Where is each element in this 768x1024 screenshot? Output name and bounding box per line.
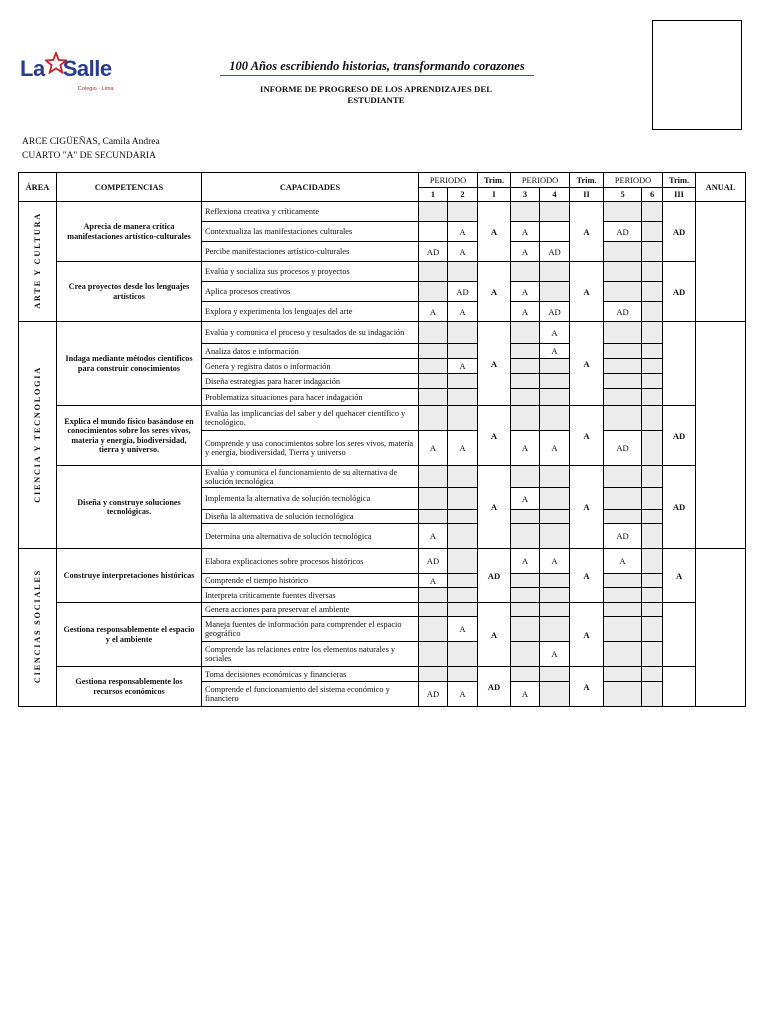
capacity-text: Determina una alternativa de solución tecnológica	[202, 524, 419, 549]
grade-p6	[642, 642, 663, 667]
header-periodo-3: PERIODO	[604, 173, 663, 188]
logo-salle: Salle	[62, 56, 112, 81]
star-icon	[45, 52, 67, 74]
grade-p1	[419, 406, 448, 431]
grade-p1	[419, 222, 448, 242]
grade-p2: A	[448, 431, 478, 466]
grade-p1	[419, 603, 448, 617]
grade-p1	[419, 282, 448, 302]
grade-p5	[604, 603, 642, 617]
grade-p2: A	[448, 242, 478, 262]
capacity-text: Genera acciones para preservar el ambiente	[202, 603, 419, 617]
capacity-text: Genera y registra datos o información	[202, 359, 419, 374]
capacity-text: Analiza datos e información	[202, 344, 419, 359]
competency-name: Gestiona responsablemente los recursos económicos	[57, 667, 202, 707]
grade-p5	[604, 667, 642, 682]
grade-p1	[419, 322, 448, 344]
la-salle-logo	[20, 56, 120, 100]
capacity-text: Comprende las relaciones entre los elementos naturales y sociales	[202, 642, 419, 667]
grade-p6	[642, 667, 663, 682]
grade-p2	[448, 524, 478, 549]
header-trim-3: Trim.	[663, 173, 696, 188]
grade-p4	[540, 617, 570, 642]
grade-p1	[419, 510, 448, 524]
header-competencias: COMPETENCIAS	[57, 173, 202, 202]
grade-p2	[448, 642, 478, 667]
grade-p6	[642, 617, 663, 642]
grade-p6	[642, 282, 663, 302]
header-p3: 3	[511, 188, 540, 202]
logo-la: La	[20, 56, 45, 81]
grade-p2	[448, 374, 478, 389]
student-grade: CUARTO "A" DE SECUNDARIA	[22, 151, 156, 161]
trim3-grade	[663, 603, 696, 667]
table-row	[19, 406, 746, 431]
trim1-grade: A	[478, 202, 511, 262]
grade-p6	[642, 344, 663, 359]
grade-p1	[419, 617, 448, 642]
capacity-text: Maneja fuentes de información para comprender el espacio geográfico	[202, 617, 419, 642]
logo-tagline: Colegio · Lima	[78, 86, 114, 92]
grade-p2	[448, 510, 478, 524]
table-row	[19, 549, 746, 574]
grade-p5: AD	[604, 431, 642, 466]
grade-p4	[540, 262, 570, 282]
grade-p1	[419, 642, 448, 667]
grade-p4	[540, 574, 570, 588]
capacity-text: Implementa la alternativa de solución tecnológica	[202, 488, 419, 510]
grade-p5	[604, 389, 642, 406]
trim2-grade: A	[570, 549, 604, 603]
grade-p4: A	[540, 322, 570, 344]
grade-p3	[511, 262, 540, 282]
grade-p6	[642, 406, 663, 431]
grade-p3	[511, 359, 540, 374]
grade-p4	[540, 488, 570, 510]
grade-p2	[448, 588, 478, 603]
grade-p3	[511, 642, 540, 667]
table-row	[19, 202, 746, 222]
trim3-grade: AD	[663, 262, 696, 322]
grade-p2	[448, 202, 478, 222]
grade-p3	[511, 603, 540, 617]
capacity-text: Contextualiza las manifestaciones culturales	[202, 222, 419, 242]
grade-p1	[419, 667, 448, 682]
competency-name: Aprecia de manera crítica manifestaciones artístico-culturales	[57, 202, 202, 262]
grade-p3	[511, 574, 540, 588]
header-anual: ANUAL	[696, 173, 746, 202]
anual-grade	[696, 549, 746, 707]
capacity-text: Problematiza situaciones para hacer indagación	[202, 389, 419, 406]
grade-p3	[511, 389, 540, 406]
trim1-grade: A	[478, 466, 511, 549]
capacity-text: Diseña la alternativa de solución tecnológica	[202, 510, 419, 524]
grade-p3: A	[511, 549, 540, 574]
grade-p6	[642, 202, 663, 222]
grade-p3	[511, 667, 540, 682]
student-info	[22, 135, 160, 163]
grade-p3	[511, 510, 540, 524]
grade-p2: A	[448, 302, 478, 322]
grade-p5	[604, 359, 642, 374]
grade-p3	[511, 374, 540, 389]
report-title: INFORME DE PROGRESO DE LOS APRENDIZAJES DEL ESTUDIANTE	[259, 84, 493, 105]
grade-p4	[540, 282, 570, 302]
trim2-grade: A	[570, 603, 604, 667]
grade-p6	[642, 524, 663, 549]
grade-p1: A	[419, 524, 448, 549]
grade-p2	[448, 603, 478, 617]
grade-p1: AD	[419, 549, 448, 574]
header-p6: 6	[642, 188, 663, 202]
grade-p6	[642, 302, 663, 322]
grade-p1: A	[419, 574, 448, 588]
motto-underline	[220, 75, 534, 76]
trim2-grade: A	[570, 262, 604, 322]
area-name: CIENCIA Y TECNOLOGIA	[33, 365, 42, 503]
grade-p3: A	[511, 488, 540, 510]
grade-p2: A	[448, 682, 478, 707]
grade-p5	[604, 202, 642, 222]
grade-p5	[604, 406, 642, 431]
grade-p3: A	[511, 302, 540, 322]
header-periodo-2: PERIODO	[511, 173, 570, 188]
grade-p5	[604, 374, 642, 389]
capacity-text: Reflexiona creativa y críticamente	[202, 202, 419, 222]
grade-p4	[540, 406, 570, 431]
motto: 100 Años escribiendo historias, transformando corazones	[229, 59, 525, 73]
grade-p1	[419, 262, 448, 282]
grade-p4	[540, 524, 570, 549]
grade-p5	[604, 574, 642, 588]
capacity-text: Evalúa y socializa sus procesos y proyectos	[202, 262, 419, 282]
grade-p5	[604, 488, 642, 510]
header-p4: 4	[540, 188, 570, 202]
grade-p2	[448, 488, 478, 510]
grade-p1	[419, 359, 448, 374]
grade-p5	[604, 242, 642, 262]
trim1-grade: A	[478, 322, 511, 406]
trim2-grade: A	[570, 406, 604, 466]
grade-p2: A	[448, 359, 478, 374]
grade-p5: AD	[604, 302, 642, 322]
capacity-text: Evalúa y comunica el funcionamiento de su alternativa de solución tecnológica	[202, 466, 419, 488]
grade-p3	[511, 344, 540, 359]
grade-p3: A	[511, 242, 540, 262]
trim1-grade: A	[478, 406, 511, 466]
area-cell	[19, 549, 57, 707]
capacity-text: Comprende el funcionamiento del sistema económico y financiero	[202, 682, 419, 707]
trim2-grade: A	[570, 202, 604, 262]
capacity-text: Percibe manifestaciones artístico-culturales	[202, 242, 419, 262]
grade-p2	[448, 549, 478, 574]
grade-p1: AD	[419, 242, 448, 262]
grade-p3	[511, 617, 540, 642]
competency-name: Diseña y construye soluciones tecnológicas.	[57, 466, 202, 549]
grade-p5	[604, 466, 642, 488]
grade-p6	[642, 322, 663, 344]
grade-p4	[540, 389, 570, 406]
capacity-text: Evalúa las implicancias del saber y del quehacer científico y tecnológico.	[202, 406, 419, 431]
area-name: ARTE Y CULTURA	[33, 212, 42, 309]
table-row	[19, 262, 746, 282]
trim3-grade: AD	[663, 202, 696, 262]
grade-p5	[604, 588, 642, 603]
grade-p4	[540, 682, 570, 707]
capacity-text: Aplica procesos creativos	[202, 282, 419, 302]
grade-p3: A	[511, 682, 540, 707]
grade-p3	[511, 202, 540, 222]
grade-p6	[642, 549, 663, 574]
grade-p6	[642, 262, 663, 282]
grade-p2	[448, 262, 478, 282]
capacity-text: Comprende y usa conocimientos sobre los seres vivos, materia y energía, biodiversidad, Tierra y universo	[202, 431, 419, 466]
grade-p5	[604, 617, 642, 642]
student-name: ARCE CIGÜEÑAS, Camila Andrea	[22, 137, 160, 147]
grade-p5: A	[604, 549, 642, 574]
anual-grade	[696, 322, 746, 549]
competency-name: Construye interpretaciones históricas	[57, 549, 202, 603]
competency-name: Explica el mundo físico basándose en conocimientos sobre los seres vivos, materia y energía, biodiversidad, tierra y universo.	[57, 406, 202, 466]
header-t1: I	[478, 188, 511, 202]
area-cell	[19, 202, 57, 322]
table-row	[19, 667, 746, 682]
grade-p6	[642, 603, 663, 617]
grade-p3	[511, 406, 540, 431]
header-t3: III	[663, 188, 696, 202]
capacity-text: Diseña estrategias para hacer indagación	[202, 374, 419, 389]
grade-p6	[642, 374, 663, 389]
grade-p2	[448, 322, 478, 344]
trim1-grade: AD	[478, 667, 511, 707]
competency-name: Gestiona responsablemente el espacio y el ambiente	[57, 603, 202, 667]
area-name: CIENCIAS SOCIALES	[33, 569, 42, 684]
grade-p4	[540, 588, 570, 603]
grade-p4	[540, 603, 570, 617]
grade-p2: A	[448, 222, 478, 242]
grade-p4	[540, 359, 570, 374]
grade-p4	[540, 667, 570, 682]
grades-table	[18, 172, 746, 707]
trim3-grade	[663, 322, 696, 406]
anual-grade	[696, 202, 746, 322]
grade-p4	[540, 466, 570, 488]
competency-name: Crea proyectos desde los lenguajes artísticos	[57, 262, 202, 322]
grade-p6	[642, 574, 663, 588]
grade-p4: AD	[540, 242, 570, 262]
grade-p2	[448, 667, 478, 682]
header-capacidades: CAPACIDADES	[202, 173, 419, 202]
grade-p4	[540, 222, 570, 242]
capacity-text: Toma decisiones económicas y financieras	[202, 667, 419, 682]
grade-p3	[511, 322, 540, 344]
trim1-grade: AD	[478, 549, 511, 603]
trim2-grade: A	[570, 322, 604, 406]
capacity-text: Interpreta críticamente fuentes diversas	[202, 588, 419, 603]
grade-p5: AD	[604, 222, 642, 242]
grade-p2	[448, 466, 478, 488]
header-periodo-1: PERIODO	[419, 173, 478, 188]
grade-p4	[540, 510, 570, 524]
grade-p4: A	[540, 549, 570, 574]
grade-p1: A	[419, 302, 448, 322]
grade-p5	[604, 642, 642, 667]
grade-p5	[604, 682, 642, 707]
grade-p2: A	[448, 617, 478, 642]
photo-box	[652, 20, 742, 130]
grade-p2	[448, 344, 478, 359]
grade-p6	[642, 389, 663, 406]
table-row	[19, 466, 746, 488]
grade-p3: A	[511, 282, 540, 302]
grade-p2: AD	[448, 282, 478, 302]
grade-p5	[604, 344, 642, 359]
grade-p6	[642, 359, 663, 374]
grade-p6	[642, 242, 663, 262]
grade-p5	[604, 282, 642, 302]
table-row	[19, 322, 746, 344]
trim3-grade: AD	[663, 466, 696, 549]
grade-p5	[604, 262, 642, 282]
grade-p6	[642, 588, 663, 603]
grade-p2	[448, 406, 478, 431]
grade-p6	[642, 682, 663, 707]
grade-p4	[540, 202, 570, 222]
header-p2: 2	[448, 188, 478, 202]
grade-p4: A	[540, 431, 570, 466]
grade-p2	[448, 389, 478, 406]
grade-p1	[419, 344, 448, 359]
trim1-grade: A	[478, 262, 511, 322]
trim3-grade: AD	[663, 406, 696, 466]
grade-p1	[419, 389, 448, 406]
header-trim-1: Trim.	[478, 173, 511, 188]
grade-p6	[642, 488, 663, 510]
competency-name: Indaga mediante métodos científicos para construir conocimientos	[57, 322, 202, 406]
capacity-text: Explora y experimenta los lenguajes del arte	[202, 302, 419, 322]
grade-p5	[604, 510, 642, 524]
grade-p3	[511, 524, 540, 549]
grade-p3: A	[511, 222, 540, 242]
header-p1: 1	[419, 188, 448, 202]
grade-p3: A	[511, 431, 540, 466]
grade-p1	[419, 588, 448, 603]
capacity-text: Elabora explicaciones sobre procesos históricos	[202, 549, 419, 574]
grade-p1	[419, 202, 448, 222]
trim3-grade: A	[663, 549, 696, 603]
header-area: ÁREA	[19, 173, 57, 202]
grade-p6	[642, 222, 663, 242]
header-t2: II	[570, 188, 604, 202]
grade-p3	[511, 588, 540, 603]
grade-p4: A	[540, 642, 570, 667]
grade-p1: AD	[419, 682, 448, 707]
grade-p5	[604, 322, 642, 344]
header-p5: 5	[604, 188, 642, 202]
grade-p1	[419, 374, 448, 389]
trim2-grade: A	[570, 466, 604, 549]
area-cell	[19, 322, 57, 549]
trim3-grade	[663, 667, 696, 707]
grade-p6	[642, 431, 663, 466]
grade-p6	[642, 466, 663, 488]
grade-p3	[511, 466, 540, 488]
grade-p1: A	[419, 431, 448, 466]
header-trim-2: Trim.	[570, 173, 604, 188]
grade-p4: A	[540, 344, 570, 359]
capacity-text: Comprende el tiempo histórico	[202, 574, 419, 588]
table-row	[19, 603, 746, 617]
grade-p1	[419, 488, 448, 510]
grade-p4	[540, 374, 570, 389]
trim1-grade: A	[478, 603, 511, 667]
grade-p6	[642, 510, 663, 524]
grade-p5: AD	[604, 524, 642, 549]
grade-p1	[419, 466, 448, 488]
grade-p2	[448, 574, 478, 588]
grade-p4: AD	[540, 302, 570, 322]
trim2-grade: A	[570, 667, 604, 707]
capacity-text: Evalúa y comunica el proceso y resultados de su indagación	[202, 322, 419, 344]
